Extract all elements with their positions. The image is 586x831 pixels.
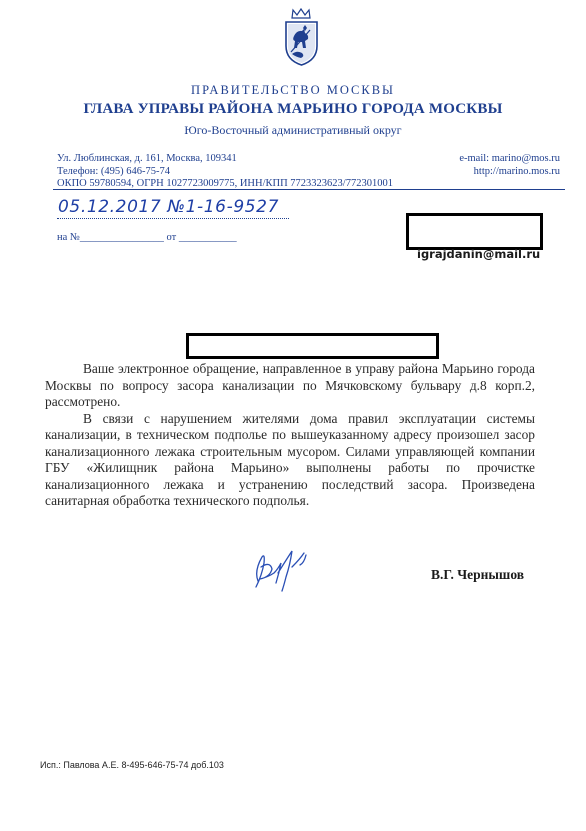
email-line: e-mail: marino@mos.ru — [459, 153, 560, 164]
body-paragraph-2: В связи с нарушением жителями дома правил эксплуатации системы канализации, в техническом подполье по вышеуказанному адресу произошел засор канализационного лежака строительным мусором. Силами управляющей компании ГБУ «Жилищник района Марьино» выполнены работы по прочистке канализационного лежака и устранению последствий засора. Произведена санитарная обработка технического подполья. — [45, 410, 535, 508]
requisites-block — [57, 153, 393, 191]
executor-line: Исп.: Павлова А.Е. 8-495-646-75-74 доб.103 — [40, 760, 224, 770]
handwritten-registration-number: 05.12.2017 №1-16-9527 — [58, 197, 279, 217]
handwritten-signature — [248, 543, 328, 593]
redacted-recipient-name — [406, 213, 543, 250]
codes-line: ОКПО 59780594, ОГРН 1027723009775, ИНН/КПП 7723323623/772301001 — [57, 178, 393, 189]
signer-name: В.Г. Чернышов — [431, 567, 525, 582]
registration-underline — [57, 218, 289, 219]
letter-body — [45, 361, 535, 510]
redacted-salutation — [186, 333, 439, 359]
moscow-coat-of-arms-icon — [283, 6, 320, 68]
reply-reference: на №________________ от ___________ — [57, 232, 237, 243]
district-name: Юго-Восточный административный округ — [184, 123, 402, 137]
phone-line: Телефон: (495) 646-75-74 — [57, 165, 171, 177]
website-line: http://marino.mos.ru — [473, 165, 560, 177]
government-name: ПРАВИТЕЛЬСТВО МОСКВЫ — [191, 83, 395, 97]
contact-block — [459, 153, 560, 178]
letterhead-title: ГЛАВА УПРАВЫ РАЙОНА МАРЬИНО ГОРОДА МОСКВЫ — [83, 101, 503, 117]
address-line: Ул. Люблинская, д. 161, Москва, 109341 — [57, 153, 237, 164]
body-paragraph-1: Ваше электронное обращение, направленное в управу района Марьино города Москвы по вопросу засора канализации по Мячковскому бульвару д.8 корп.2, рассмотрено. — [45, 361, 535, 409]
header-divider — [53, 189, 565, 190]
recipient-email: igrajdanin@mail.ru — [417, 247, 541, 261]
